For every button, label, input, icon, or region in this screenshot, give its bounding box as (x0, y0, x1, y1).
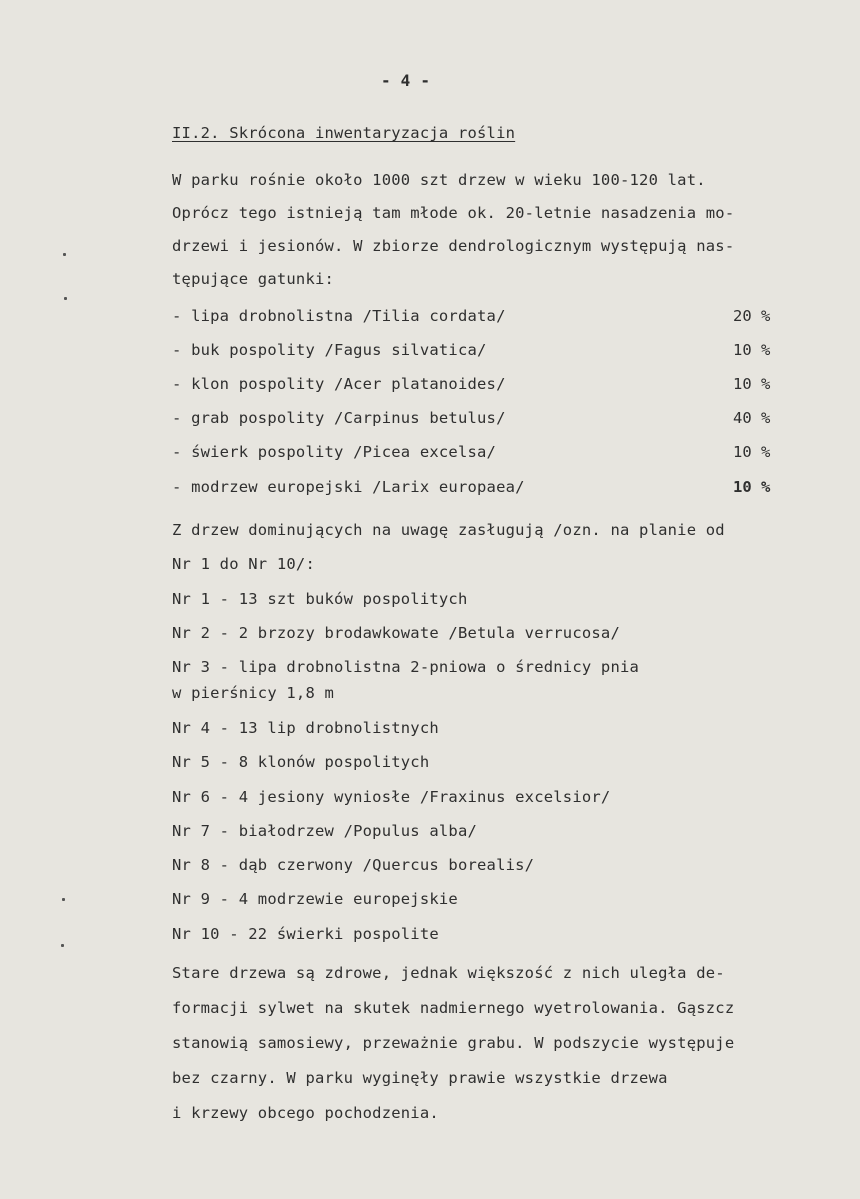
dominant-intro-line: Nr 1 do Nr 10/: (172, 555, 315, 573)
closing-line: Stare drzewa są zdrowe, jednak większość z nich uległa de- (172, 964, 725, 982)
species-share: 10 % (733, 478, 771, 496)
dominant-item: Nr 4 - 13 lip drobnolistnych (172, 719, 439, 737)
closing-line: stanowią samosiewy, przeważnie grabu. W podszycie występuje (172, 1034, 735, 1052)
species-name: - świerk pospolity /Picea excelsa/ (172, 443, 497, 461)
dominant-item: Nr 5 - 8 klonów pospolitych (172, 753, 430, 771)
dominant-item: Nr 2 - 2 brzozy brodawkowate /Betula verrucosa/ (172, 624, 620, 642)
species-name: - modrzew europejski /Larix europaea/ (172, 478, 525, 496)
species-share: 40 % (733, 409, 771, 427)
closing-line: i krzewy obcego pochodzenia. (172, 1104, 439, 1122)
dominant-item: Nr 6 - 4 jesiony wyniosłe /Fraxinus excelsior/ (172, 788, 611, 806)
dominant-item: w pierśnicy 1,8 m (172, 684, 335, 702)
dominant-intro-line: Z drzew dominujących na uwagę zasługują /ozn. na planie od (172, 521, 725, 539)
closing-line: bez czarny. W parku wyginęły prawie wszystkie drzewa (172, 1069, 668, 1087)
species-share: 20 % (733, 307, 771, 325)
species-share: 10 % (733, 443, 771, 461)
intro-line: Oprócz tego istnieją tam młode ok. 20-letnie nasadzenia mo- (172, 204, 735, 222)
species-name: - grab pospolity /Carpinus betulus/ (172, 409, 506, 427)
dominant-item: Nr 10 - 22 świerki pospolite (172, 925, 439, 943)
species-name: - lipa drobnolistna /Tilia cordata/ (172, 307, 506, 325)
scan-speck (63, 253, 66, 256)
species-name: - buk pospolity /Fagus silvatica/ (172, 341, 487, 359)
species-share: 10 % (733, 375, 771, 393)
scan-speck (62, 898, 65, 901)
scan-speck (61, 944, 64, 947)
dominant-item: Nr 8 - dąb czerwony /Quercus borealis/ (172, 856, 535, 874)
closing-line: formacji sylwet na skutek nadmiernego wyetrolowania. Gąszcz (172, 999, 735, 1017)
intro-line: W parku rośnie około 1000 szt drzew w wieku 100-120 lat. (172, 171, 706, 189)
section-heading: II.2. Skrócona inwentaryzacja roślin (172, 124, 516, 142)
scan-speck (64, 297, 67, 300)
dominant-item: Nr 1 - 13 szt buków pospolitych (172, 590, 468, 608)
intro-line: drzewi i jesionów. W zbiorze dendrologicznym występują nas- (172, 237, 735, 255)
page-number: - 4 - (381, 71, 431, 90)
dominant-item: Nr 9 - 4 modrzewie europejskie (172, 890, 458, 908)
dominant-item: Nr 3 - lipa drobnolistna 2-pniowa o średnicy pnia (172, 658, 640, 676)
species-name: - klon pospolity /Acer platanoides/ (172, 375, 506, 393)
intro-line: tępujące gatunki: (172, 270, 335, 288)
species-share: 10 % (733, 341, 771, 359)
dominant-item: Nr 7 - białodrzew /Populus alba/ (172, 822, 478, 840)
